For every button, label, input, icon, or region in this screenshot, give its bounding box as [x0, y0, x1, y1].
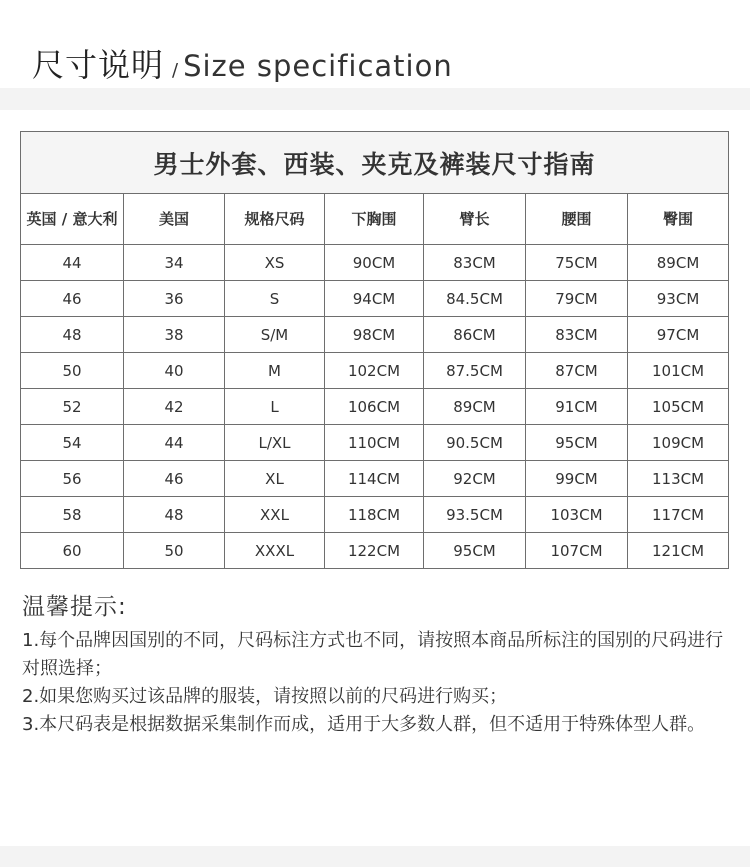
top-divider-band — [0, 88, 750, 110]
table-caption-row — [21, 132, 729, 194]
table-row — [21, 461, 729, 497]
table-cell: 46 — [21, 281, 124, 317]
table-cell: XL — [225, 461, 325, 497]
table-cell: 79CM — [526, 281, 628, 317]
table-cell: M — [225, 353, 325, 389]
col-header-hip: 臀围 — [628, 194, 729, 245]
table-cell: 75CM — [526, 245, 628, 281]
table-row — [21, 245, 729, 281]
table-cell: 93CM — [628, 281, 729, 317]
table-cell: S/M — [225, 317, 325, 353]
table-cell: 36 — [124, 281, 225, 317]
table-row — [21, 497, 729, 533]
col-header-us: 美国 — [124, 194, 225, 245]
size-chart-body — [21, 132, 729, 569]
table-cell: 101CM — [628, 353, 729, 389]
bottom-divider-band — [0, 846, 750, 867]
table-cell: 109CM — [628, 425, 729, 461]
col-header-chest: 下胸围 — [325, 194, 424, 245]
title-slash: / — [172, 60, 180, 81]
table-cell: 44 — [21, 245, 124, 281]
table-row — [21, 389, 729, 425]
table-cell: 87.5CM — [424, 353, 526, 389]
table-cell: 102CM — [325, 353, 424, 389]
table-cell: 54 — [21, 425, 124, 461]
table-cell: 44 — [124, 425, 225, 461]
table-cell: 121CM — [628, 533, 729, 569]
table-cell: 114CM — [325, 461, 424, 497]
table-cell: 46 — [124, 461, 225, 497]
page-header — [0, 0, 750, 88]
table-cell: 48 — [124, 497, 225, 533]
table-row — [21, 353, 729, 389]
table-cell: 56 — [21, 461, 124, 497]
title-en: Size specification — [183, 49, 453, 83]
table-header-row — [21, 194, 729, 245]
col-header-waist: 腰围 — [526, 194, 628, 245]
col-header-uk-italy: 英国 / 意大利 — [21, 194, 124, 245]
table-cell: 98CM — [325, 317, 424, 353]
tips-list — [22, 627, 734, 739]
table-cell: XXL — [225, 497, 325, 533]
table-cell: 52 — [21, 389, 124, 425]
table-row — [21, 317, 729, 353]
table-cell: 91CM — [526, 389, 628, 425]
table-cell: 34 — [124, 245, 225, 281]
table-cell: XXXL — [225, 533, 325, 569]
table-cell: 97CM — [628, 317, 729, 353]
col-header-size: 规格尺码 — [225, 194, 325, 245]
table-cell: 92CM — [424, 461, 526, 497]
table-cell: 106CM — [325, 389, 424, 425]
table-cell: 89CM — [424, 389, 526, 425]
tip-item: 2.如果您购买过该品牌的服装，请按照以前的尺码进行购买； — [22, 686, 508, 707]
table-cell: 95CM — [526, 425, 628, 461]
table-cell: 42 — [124, 389, 225, 425]
table-cell: 103CM — [526, 497, 628, 533]
table-cell: 40 — [124, 353, 225, 389]
table-cell: 94CM — [325, 281, 424, 317]
table-cell: 50 — [21, 353, 124, 389]
title-cn: 尺寸说明 — [32, 46, 165, 84]
table-row — [21, 425, 729, 461]
table-cell: L/XL — [225, 425, 325, 461]
table-cell: 113CM — [628, 461, 729, 497]
table-cell: 87CM — [526, 353, 628, 389]
table-cell: 93.5CM — [424, 497, 526, 533]
table-cell: 110CM — [325, 425, 424, 461]
table-row — [21, 281, 729, 317]
size-chart-table — [20, 131, 729, 569]
table-cell: 60 — [21, 533, 124, 569]
table-cell: L — [225, 389, 325, 425]
table-cell: 84.5CM — [424, 281, 526, 317]
table-cell: 99CM — [526, 461, 628, 497]
table-cell: 58 — [21, 497, 124, 533]
table-cell: 90CM — [325, 245, 424, 281]
table-cell: 38 — [124, 317, 225, 353]
table-cell: 107CM — [526, 533, 628, 569]
table-cell: 83CM — [424, 245, 526, 281]
table-cell: 105CM — [628, 389, 729, 425]
table-cell: 95CM — [424, 533, 526, 569]
table-cell: 117CM — [628, 497, 729, 533]
table-cell: 48 — [21, 317, 124, 353]
table-cell: 86CM — [424, 317, 526, 353]
tip-item: 1.每个品牌因国别的不同，尺码标注方式也不同，请按照本商品所标注的国别的尺码进行对照选择； — [22, 630, 724, 679]
tip-item: 3.本尺码表是根据数据采集制作而成，适用于大多数人群，但不适用于特殊体型人群。 — [22, 714, 706, 735]
table-cell: 89CM — [628, 245, 729, 281]
tips-title: 温馨提示: — [22, 594, 127, 620]
table-caption: 男士外套、西装、夹克及裤装尺寸指南 — [21, 132, 729, 194]
page-title — [32, 40, 453, 86]
table-cell: 118CM — [325, 497, 424, 533]
table-cell: 50 — [124, 533, 225, 569]
table-cell: XS — [225, 245, 325, 281]
col-header-arm: 臂长 — [424, 194, 526, 245]
table-cell: 83CM — [526, 317, 628, 353]
table-row — [21, 533, 729, 569]
table-cell: 122CM — [325, 533, 424, 569]
table-cell: 90.5CM — [424, 425, 526, 461]
table-cell: S — [225, 281, 325, 317]
